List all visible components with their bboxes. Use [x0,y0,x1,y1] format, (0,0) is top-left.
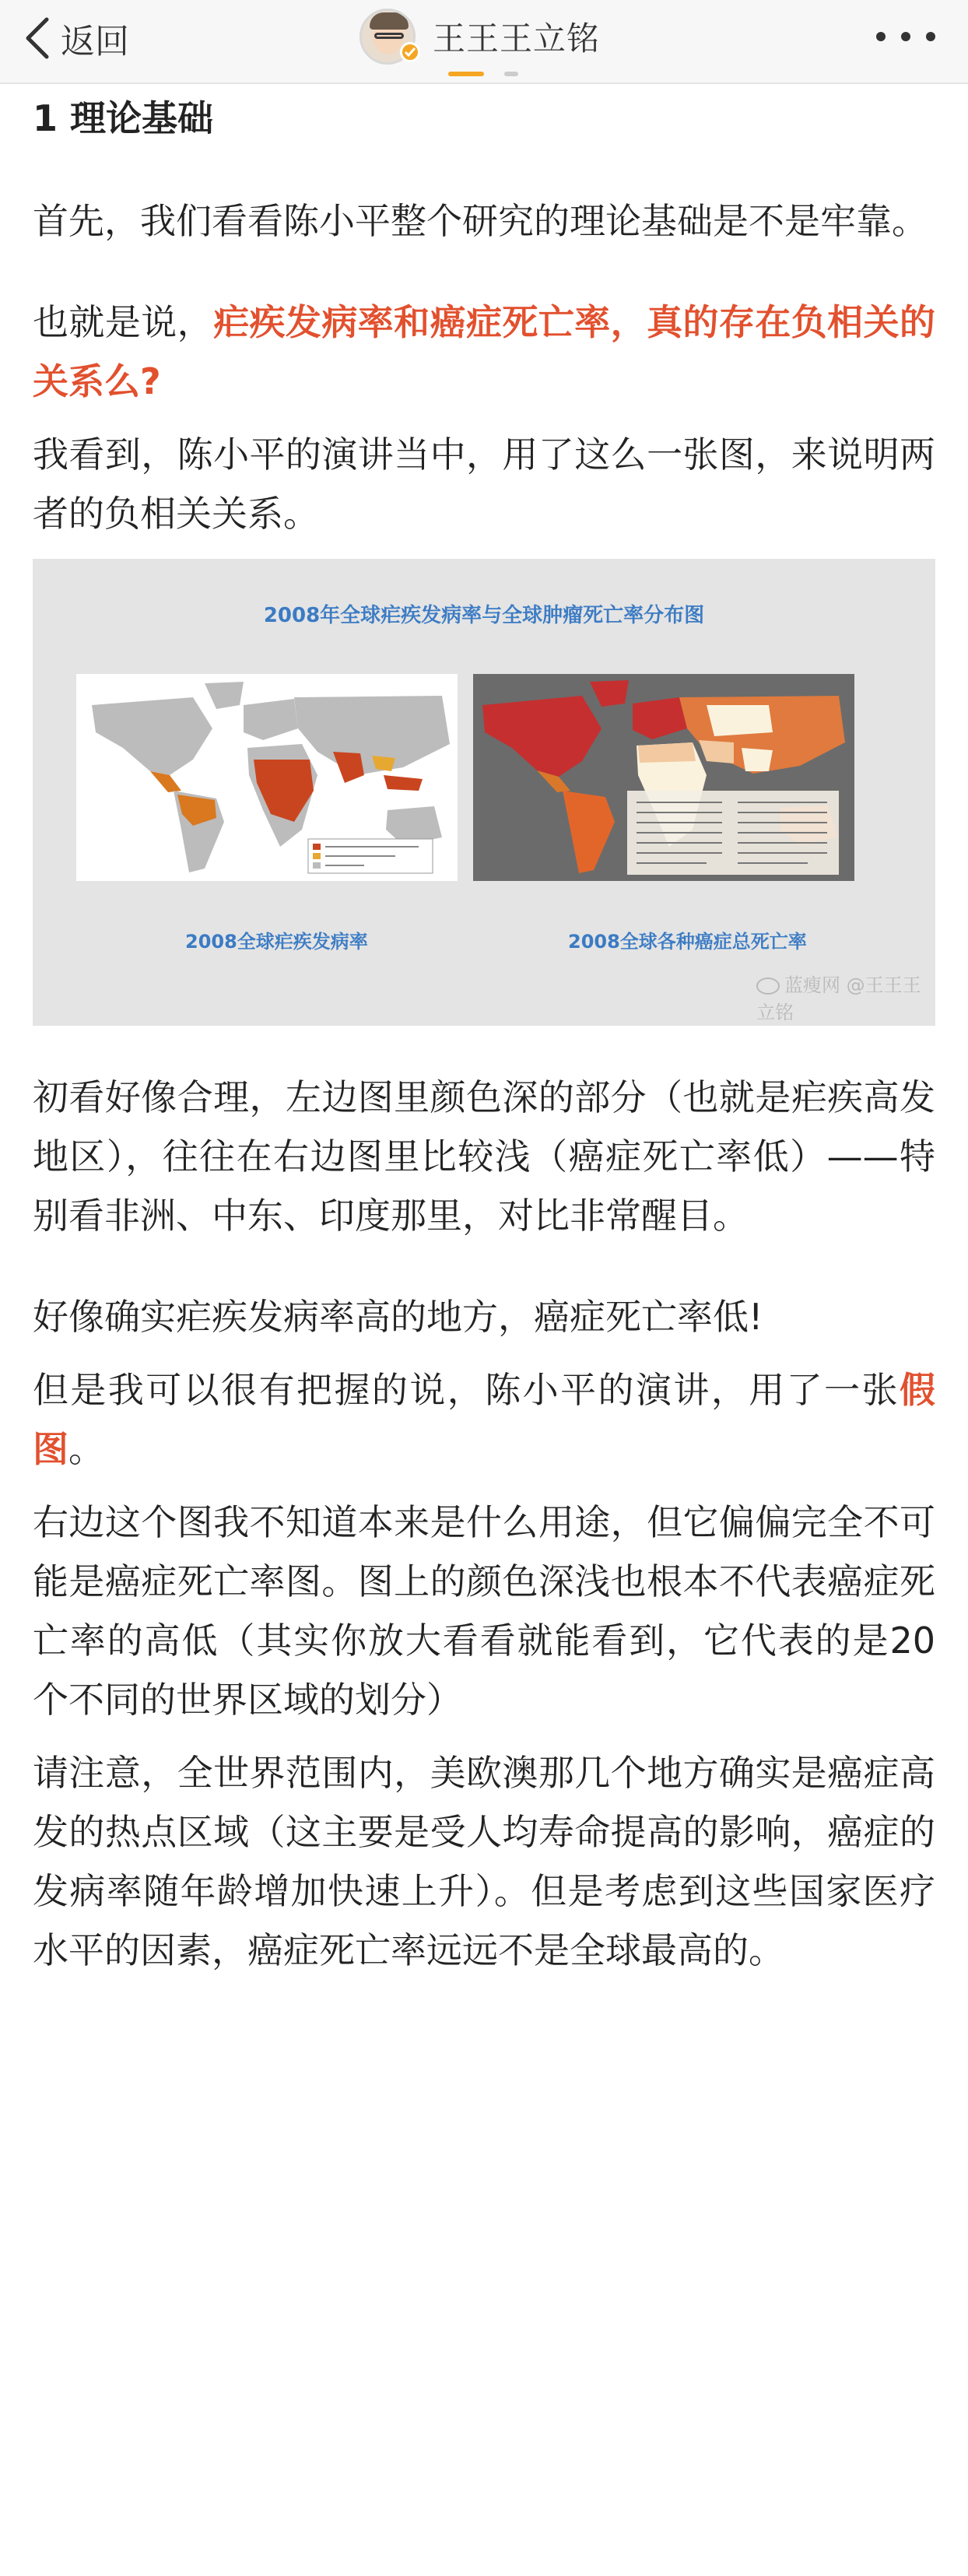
paragraph: 初看好像合理，左边图里颜色深的部分（也就是疟疾高发地区），往往在右边图里比较浅（癌症死亡率低）——特别看非洲、中东、印度那里，对比非常醒目。 [33,1076,935,1237]
highlighted-text: 假图 [33,1369,935,1470]
paragraph: 右边这个图我不知道本来是什么用途，但它偏偏完全不可能是癌症死亡率图。图上的颜色深浅也根本不代表癌症死亡率的高低（其实你放大看看就能看到，它代表的是20个不同的世界区域的划分） [33,1501,935,1721]
cancer-mortality-world-map [473,674,854,881]
author-header[interactable] [359,8,600,65]
chevron-left-icon [23,16,51,60]
paragraph-text: 但是我可以很有把握的说，陈小平的演讲，用了一张 [33,1369,900,1411]
paragraph-text: 。 [68,1428,104,1470]
highlighted-text: 疟疾发病率和癌症死亡率，真的存在负相关的关系么? [33,301,936,402]
page-indicator-active [448,72,484,76]
more-options-button[interactable] [876,25,935,48]
paragraph: 我看到，陈小平的演讲当中，用了这么一张图，来说明两者的负相关关系。 [33,433,935,535]
more-dot-icon [876,32,886,41]
paragraph: 好像确实疟疾发病率高的地方，癌症死亡率低! [33,1296,763,1338]
paragraph [33,293,935,411]
article-image[interactable] [33,559,935,1026]
watermark-text: 蓝瘦网 @王王王立铭 [756,974,921,1023]
back-label: 返回 [61,22,129,61]
figure-title: 2008年全球疟疾发病率与全球肿瘤死亡率分布图 [263,604,705,627]
back-button[interactable] [23,11,129,65]
paragraph: 请注意，全世界范围内，美欧澳那几个地方确实是癌症高发的热点区域（这主要是受人均寿命提高的影响，癌症的发病率随年龄增加快速上升）。但是考虑到这些国家医疗水平的因素，癌症死亡率远远不是全球最高的。 [33,1752,935,1971]
section-heading: 1 理论基础 [33,97,214,139]
image-watermark [756,970,935,1024]
paragraph [33,1360,935,1479]
left-map-caption: 2008全球疟疾发病率 [185,931,368,953]
page-indicator [504,72,518,76]
more-dot-icon [901,32,910,41]
malaria-world-map [76,674,458,881]
paragraph-text: 也就是说， [33,301,214,343]
weibo-logo-icon [756,977,780,995]
author-name[interactable]: 王王王立铭 [433,19,601,58]
more-dot-icon [926,32,935,41]
paragraph: 首先，我们看看陈小平整个研究的理论基础是不是牢靠。 [33,200,928,242]
right-map-caption: 2008全球各种癌症总死亡率 [568,931,807,953]
top-nav-bar [0,0,968,84]
verified-badge-icon [400,42,420,62]
article-body [33,87,935,1980]
